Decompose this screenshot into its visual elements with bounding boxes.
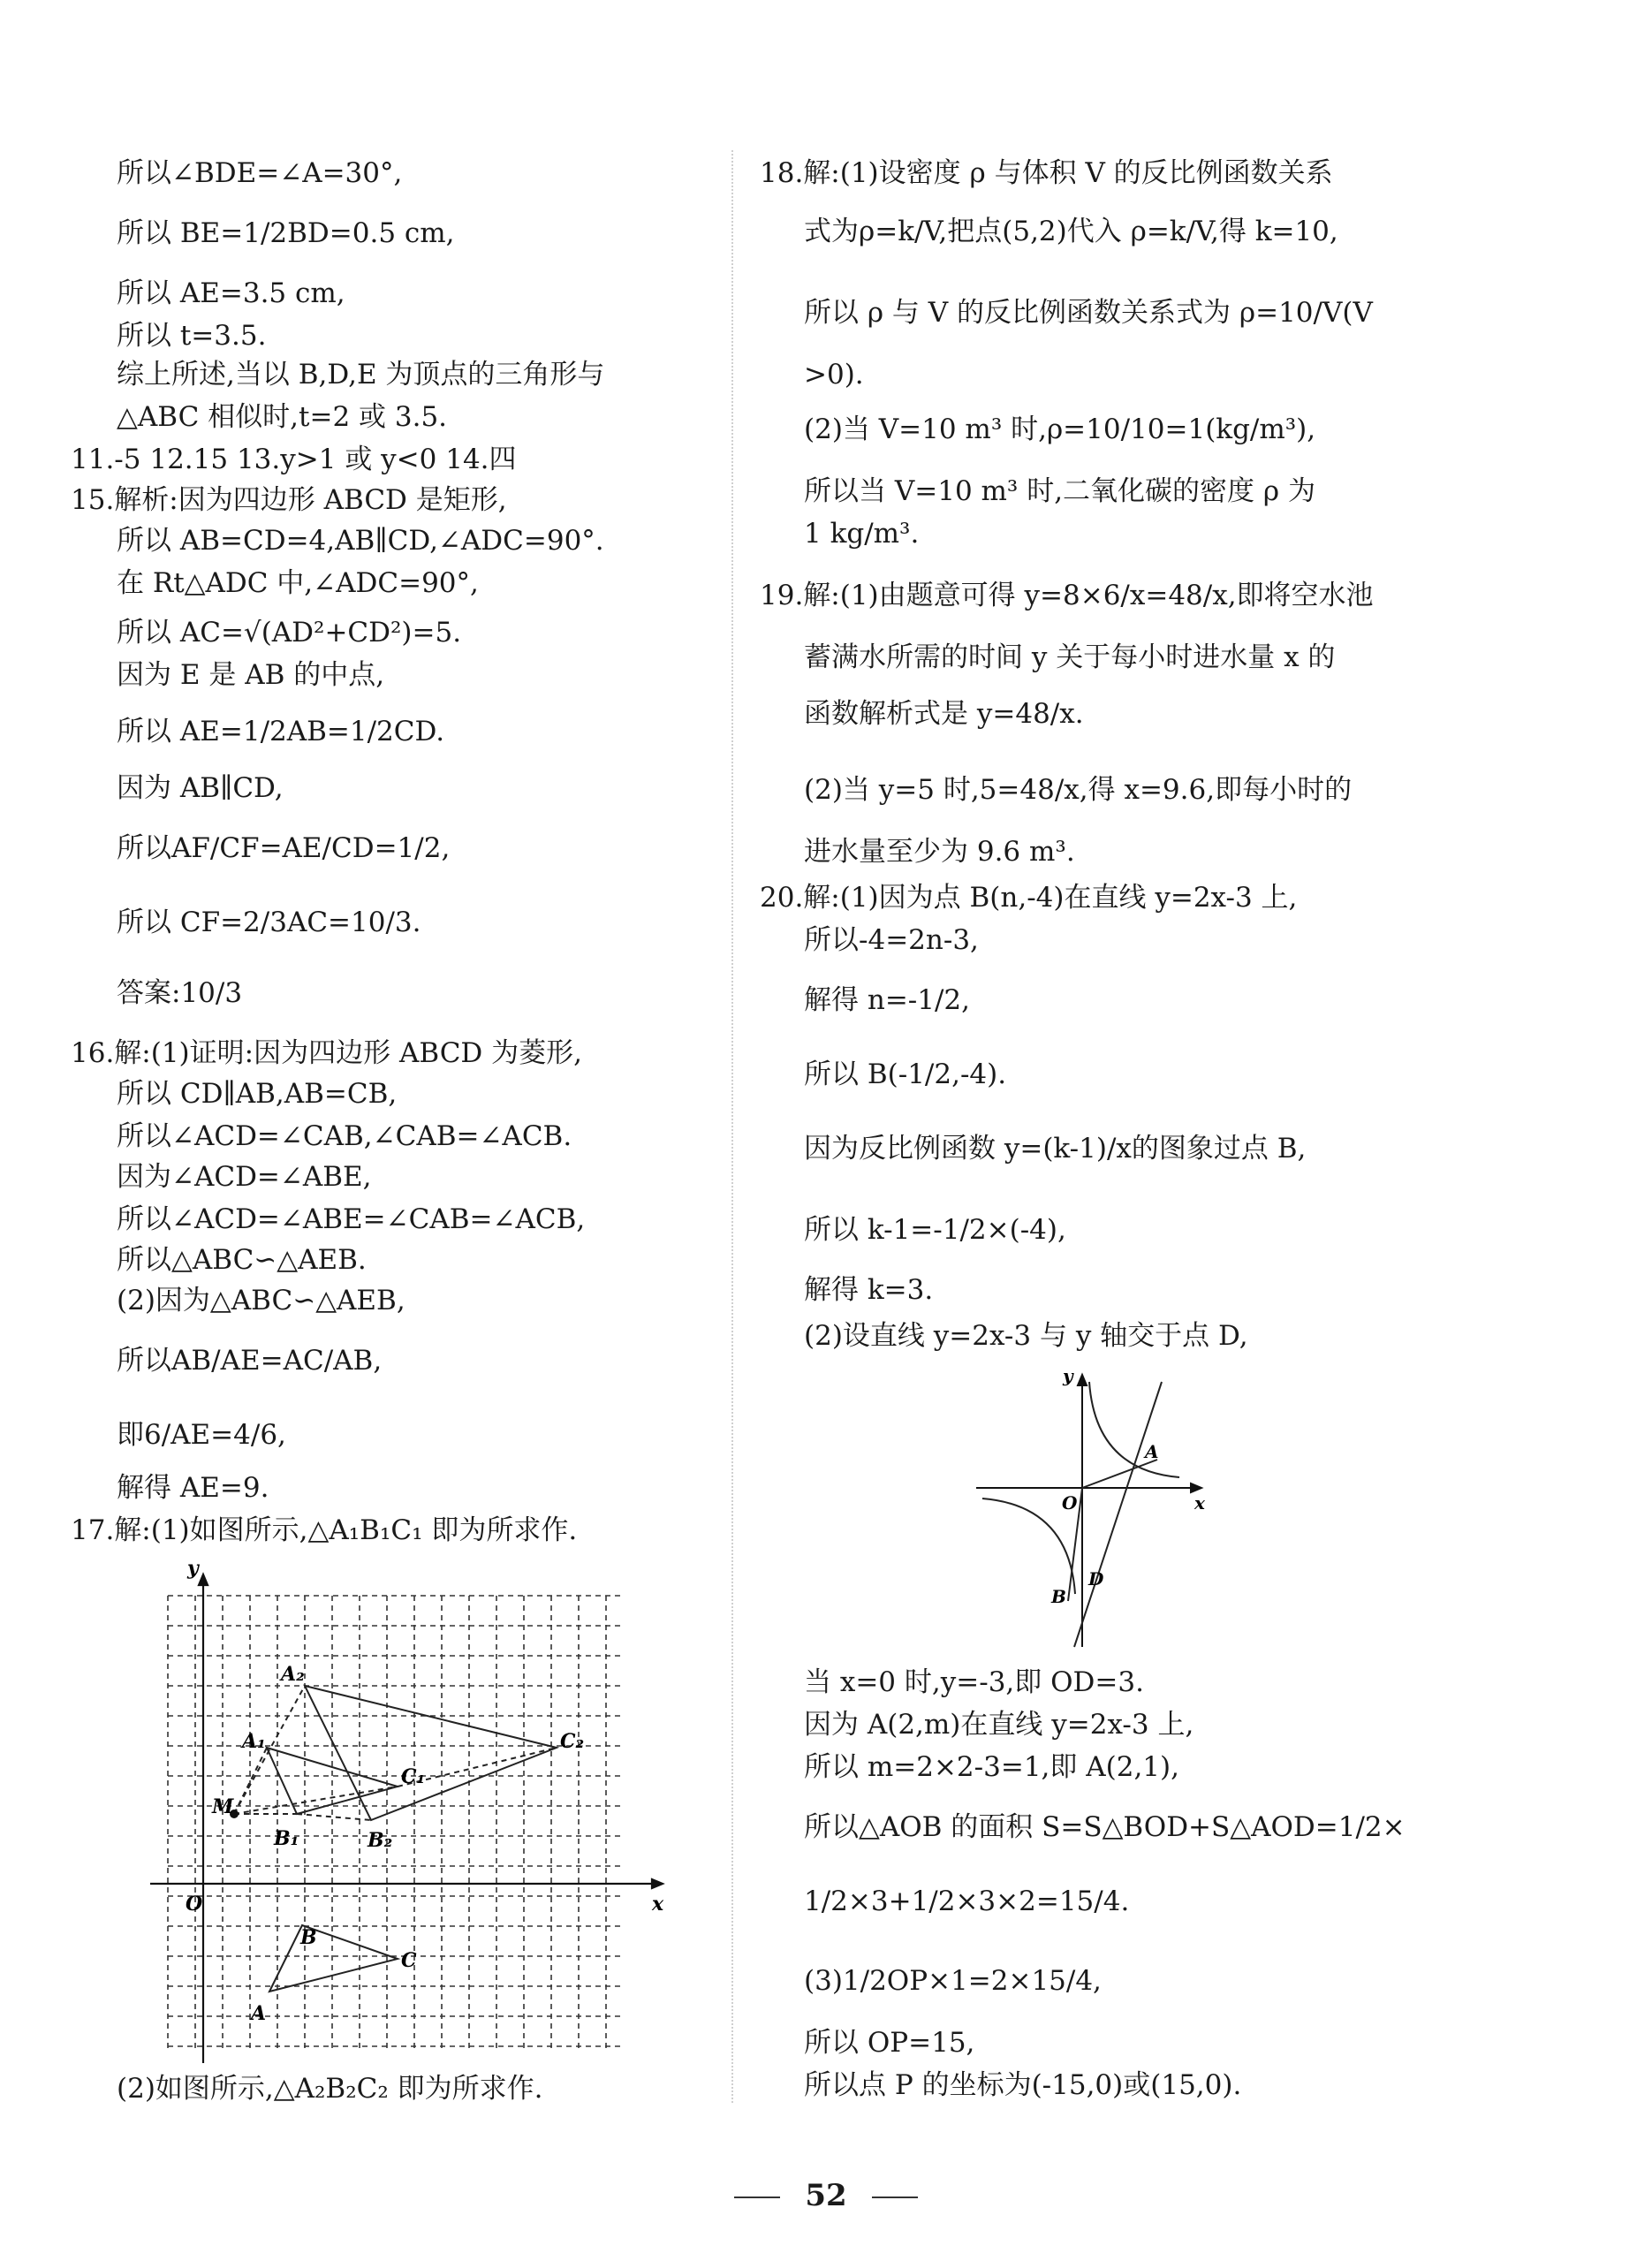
text-line: 1 kg/m³. [804, 518, 920, 550]
text-line: (3)1/2OP×1=2×15/4, [804, 1965, 1102, 1997]
text-line: 所以 t=3.5. [117, 320, 267, 352]
text-line: 15.解析:因为四边形 ABCD 是矩形, [71, 484, 507, 516]
text-line: 所以 BE=1/2BD=0.5 cm, [117, 217, 455, 249]
text-line: 所以∠BDE=∠A=30°, [117, 157, 403, 189]
column-divider [731, 150, 733, 2103]
text-line: 当 x=0 时,y=-3,即 OD=3. [804, 1666, 1144, 1698]
line-y-2x-3 [1074, 1382, 1162, 1647]
text-line: 函数解析式是 y=48/x. [804, 698, 1084, 730]
text-line: 解得 k=3. [804, 1274, 934, 1306]
text-line: 所以AB/AE=AC/AB, [117, 1345, 383, 1377]
text-line: (2)设直线 y=2x-3 与 y 轴交于点 D, [804, 1320, 1248, 1352]
text-line: 所以 AE=3.5 cm, [117, 277, 345, 309]
text-line: (2)因为△ABC∽△AEB, [117, 1285, 405, 1316]
point-label: C₂ [560, 1730, 585, 1753]
text-line: 18.解:(1)设密度 ρ 与体积 V 的反比例函数关系 [760, 157, 1333, 189]
footer-rule-right [872, 2197, 918, 2198]
text-line: △ABC 相似时,t=2 或 3.5. [117, 401, 448, 433]
text-line: (2)如图所示,△A₂B₂C₂ 即为所求作. [117, 2073, 543, 2105]
text-line: 综上所述,当以 B,D,E 为顶点的三角形与 [117, 359, 605, 391]
axes [976, 1375, 1201, 1647]
origin-label: O [1062, 1492, 1078, 1514]
axis-label-y: y [187, 1557, 199, 1580]
text-line: 所以 B(-1/2,-4). [804, 1058, 1007, 1090]
text-line: 所以 OP=15, [804, 2027, 975, 2059]
point-label: M [212, 1795, 234, 1818]
text-line: 所以 AB=CD=4,AB∥CD,∠ADC=90°. [117, 525, 604, 557]
axis-label-x: x [1194, 1492, 1205, 1514]
page-number: 52 [805, 2178, 847, 2213]
footer-rule-left [734, 2197, 780, 2198]
text-line: 因为 A(2,m)在直线 y=2x-3 上, [804, 1709, 1194, 1741]
text-line: 因为 E 是 AB 的中点, [117, 659, 385, 691]
text-line: 11.-5 12.15 13.y>1 或 y<0 14.四 [71, 444, 517, 475]
point-label: B [300, 1926, 317, 1949]
text-line: 所以△AOB 的面积 S=S△BOD+S△AOD=1/2× [804, 1811, 1406, 1843]
page-footer [0, 2178, 1652, 2213]
text-line: 所以当 V=10 m³ 时,二氧化碳的密度 ρ 为 [804, 475, 1315, 507]
text-line: 所以AF/CF=AE/CD=1/2, [117, 832, 451, 864]
text-line: (2)当 V=10 m³ 时,ρ=10/10=1(kg/m³), [804, 414, 1316, 445]
text-line: 进水量至少为 9.6 m³. [804, 836, 1075, 868]
text-line: 16.解:(1)证明:因为四边形 ABCD 为菱形, [71, 1037, 582, 1069]
grid-figure [150, 1555, 680, 2068]
grid-lines [168, 1596, 624, 2050]
text-line: 即6/AE=4/6, [117, 1419, 286, 1451]
text-line: 所以 ρ 与 V 的反比例函数关系式为 ρ=10/V(V [804, 297, 1373, 329]
text-line: 因为 AB∥CD, [117, 772, 284, 804]
text-line: 在 Rt△ADC 中,∠ADC=90°, [117, 567, 479, 599]
function-graph [972, 1364, 1210, 1656]
text-line: 所以 CF=2/3AC=10/3. [117, 907, 421, 938]
axis-label-y: y [1063, 1365, 1073, 1386]
point-label: B₂ [368, 1829, 393, 1852]
point-label: A₂ [281, 1663, 305, 1686]
point-label: C [401, 1949, 417, 1972]
text-line: 所以 AC=√(AD²+CD²)=5. [117, 617, 462, 649]
text-line: 所以△ABC∽△AEB. [117, 1244, 367, 1276]
point-label: A [251, 2002, 267, 2025]
text-line: 所以∠ACD=∠ABE=∠CAB=∠ACB, [117, 1203, 586, 1235]
origin-label: O [186, 1893, 203, 1916]
text-line: 蓄满水所需的时间 y 关于每小时进水量 x 的 [804, 641, 1336, 673]
point-label: D [1088, 1568, 1104, 1590]
text-line: 所以 AE=1/2AB=1/2CD. [117, 716, 445, 747]
text-line: 式为ρ=k/V,把点(5,2)代入 ρ=k/V,得 k=10, [804, 216, 1338, 247]
text-line: 因为反比例函数 y=(k-1)/x的图象过点 B, [804, 1133, 1307, 1165]
curves [982, 1382, 1179, 1647]
text-line: (2)当 y=5 时,5=48/x,得 x=9.6,即每小时的 [804, 774, 1353, 806]
text-line: 19.解:(1)由题意可得 y=8×6/x=48/x,即将空水池 [760, 580, 1374, 611]
axes [150, 1574, 663, 2063]
text-line: 所以 m=2×2-3=1,即 A(2,1), [804, 1751, 1179, 1783]
segment-oa [1082, 1460, 1157, 1488]
point-label: B [1051, 1586, 1066, 1607]
text-line: 所以∠ACD=∠CAB,∠CAB=∠ACB. [117, 1120, 572, 1152]
point-label: A [1145, 1441, 1159, 1462]
point-label: B₁ [274, 1827, 299, 1850]
text-line: 所以 k-1=-1/2×(-4), [804, 1214, 1066, 1246]
text-line: 所以点 P 的坐标为(-15,0)或(15,0). [804, 2069, 1242, 2101]
point-label: A₁ [242, 1730, 266, 1753]
point-label: C₁ [401, 1765, 426, 1788]
text-line: 17.解:(1)如图所示,△A₁B₁C₁ 即为所求作. [71, 1514, 578, 1546]
text-line: 解得 n=-1/2, [804, 984, 971, 1016]
text-line: 解得 AE=9. [117, 1472, 269, 1504]
text-line: 因为∠ACD=∠ABE, [117, 1161, 372, 1193]
text-line: 1/2×3+1/2×3×2=15/4. [804, 1885, 1130, 1917]
text-line: 所以-4=2n-3, [804, 924, 979, 956]
answer-line: 答案:10/3 [117, 977, 243, 1009]
text-line: 20.解:(1)因为点 B(n,-4)在直线 y=2x-3 上, [760, 882, 1298, 914]
axis-label-x: x [652, 1893, 664, 1916]
text-line: 所以 CD∥AB,AB=CB, [117, 1078, 398, 1110]
text-line: >0). [804, 359, 864, 391]
